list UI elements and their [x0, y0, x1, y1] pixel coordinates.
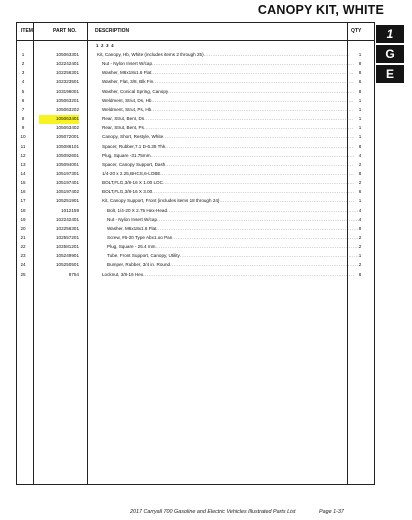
- table-row: [17, 271, 374, 280]
- quantity: 2: [358, 235, 362, 240]
- description: Washer, Conical Spring, Canopy .....: [97, 88, 354, 97]
- table-row: [17, 261, 374, 270]
- description: Weldment, Strut, Ds, Hb .....: [97, 97, 354, 106]
- part-number: 102242401: [56, 61, 79, 67]
- column-header-description: DESCRIPTION: [95, 28, 130, 34]
- table-row: [17, 216, 374, 225]
- quantity: 4: [358, 216, 362, 222]
- part-number: 102256301: [56, 225, 79, 231]
- quantity: 8: [358, 170, 362, 176]
- parts-table: [16, 22, 375, 485]
- part-number: 102242401: [56, 216, 79, 222]
- description: BOLT,FLG,3/8-16 X 3.00 .....: [97, 188, 354, 197]
- column-header-qty: QTY: [351, 28, 362, 34]
- description: Spacer, Canopy Support, Dash .....: [97, 161, 354, 170]
- part-number: 8754: [68, 271, 79, 277]
- table-row: [17, 124, 374, 133]
- item-number: 8: [21, 116, 25, 122]
- part-number: 105197402: [56, 189, 79, 195]
- item-number: 22: [20, 244, 26, 250]
- part-number: 105063401: [39, 115, 79, 124]
- quantity: 6: [358, 189, 362, 195]
- description: Spacer, Rubber,7.1 D-6.35 Thk .....: [97, 143, 354, 152]
- section-tab[interactable]: 1: [376, 25, 404, 43]
- description: Tube, Front Support, Canopy, Utility .....: [97, 252, 359, 261]
- description: Rear, Strut, Bent, Ds .....: [97, 115, 354, 124]
- table-row: [17, 78, 374, 87]
- quantity: 1: [358, 198, 362, 204]
- table-row: [17, 60, 374, 69]
- description: Nut - Nylon Insert W/cap .....: [97, 216, 359, 225]
- table-row: [17, 234, 374, 243]
- part-number: 105092601: [56, 152, 79, 158]
- item-number: 18: [20, 207, 26, 213]
- item-number: 4: [21, 79, 25, 85]
- description: Weldment, Strut, Ps, Hb .....: [97, 106, 354, 115]
- table-row: [17, 133, 374, 142]
- description: 1/4-20 x 2.25,BHCS,6-LOBE .....: [97, 170, 354, 179]
- item-number: 9: [21, 125, 25, 131]
- column-header-item: ITEM: [21, 28, 33, 34]
- description: Washer, Flat, 3/8, Blk Fin .....: [97, 78, 354, 87]
- item-number: 13: [20, 161, 26, 167]
- item-number: 1: [21, 52, 25, 57]
- item-number: 23: [20, 253, 26, 259]
- description: Washer, M6x18x1.6 Flat .....: [97, 225, 359, 234]
- part-number: 105063201: [56, 97, 79, 103]
- table-row: [17, 51, 374, 60]
- quantity: 8: [358, 225, 362, 231]
- table-row: [17, 252, 374, 261]
- item-number: 11: [20, 143, 26, 149]
- quantity: 1: [358, 97, 362, 103]
- table-row: [17, 170, 374, 179]
- part-number: 105063202: [56, 106, 79, 112]
- item-number: 2: [21, 61, 25, 67]
- column-header-part-no: PART NO.: [53, 28, 77, 34]
- quantity: 6: [358, 271, 362, 277]
- table-row: [17, 69, 374, 78]
- part-number: 105197301: [56, 170, 79, 176]
- quantity: 8: [358, 70, 362, 76]
- table-row: [17, 115, 374, 124]
- part-number: 102557201: [56, 235, 79, 240]
- part-number: 105072001: [56, 134, 79, 140]
- quantity: 4: [358, 152, 362, 158]
- item-number: 10: [20, 134, 26, 140]
- quantity: 1: [358, 134, 362, 140]
- quantity: 2: [358, 161, 362, 167]
- indent-level-markers: 1 2 3 4: [96, 43, 115, 48]
- part-number: 105249901: [56, 253, 79, 259]
- item-number: 3: [21, 70, 25, 76]
- page-title: CANOPY KIT, WHITE: [257, 3, 384, 17]
- page-number: Page 1-37: [319, 509, 344, 515]
- part-number: 105086101: [56, 143, 79, 149]
- description: Kit, Canopy, Hb, White (includes items 2 through 25) .....: [97, 51, 349, 60]
- part-number: 102581201: [56, 244, 79, 250]
- quantity: 1: [358, 125, 362, 131]
- quantity: 2: [358, 262, 362, 268]
- table-row: [17, 179, 374, 188]
- part-number: 105063301: [56, 52, 79, 57]
- item-number: 21: [20, 235, 26, 240]
- description: Bumper, Rubber, 3/4 in. Round .....: [97, 261, 359, 270]
- part-number: 105094001: [56, 161, 79, 167]
- item-number: 25: [20, 271, 26, 277]
- part-number: 103196001: [56, 88, 79, 94]
- part-number: 1012159: [61, 207, 79, 213]
- description: Kit, Canopy Support, Front (includes items 18 through 24) .....: [97, 197, 354, 206]
- description: Nut - Nylon Insert W/cap .....: [97, 60, 354, 69]
- table-row: [17, 161, 374, 170]
- quantity: 2: [358, 180, 362, 186]
- item-number: 6: [21, 97, 25, 103]
- table-row: [17, 207, 374, 216]
- section-tabs: [376, 25, 404, 85]
- quantity: 2: [358, 244, 362, 250]
- table-row: [17, 188, 374, 197]
- description: Washer, M6x18x1.6 Flat .....: [97, 69, 354, 78]
- item-number: 19: [20, 216, 26, 222]
- description: Plug, Square -31.75mm .....: [97, 152, 354, 161]
- section-tab[interactable]: G: [376, 45, 404, 63]
- table-row: [17, 152, 374, 161]
- part-number: 105251901: [56, 198, 79, 204]
- part-number: 105250501: [56, 262, 79, 268]
- item-number: 16: [20, 189, 26, 195]
- part-number: 105197401: [56, 180, 79, 186]
- description: BOLT,FLG,3/8-16 X 1.00 LOC .....: [97, 179, 354, 188]
- page-footer: [130, 509, 344, 515]
- table-row: [17, 88, 374, 97]
- quantity: 4: [358, 207, 362, 213]
- table-row: [17, 97, 374, 106]
- quantity: 8: [358, 88, 362, 94]
- quantity: 8: [358, 143, 362, 149]
- description: Screw, #6-20 Type Abx1.oo Pan .....: [97, 234, 359, 243]
- item-number: 5: [21, 88, 25, 94]
- table-row: [17, 243, 374, 252]
- quantity: 1: [358, 116, 362, 122]
- description: Bolt, 1/4-20 X 2.75 Hex-Head .....: [97, 207, 359, 216]
- item-number: 14: [20, 170, 26, 176]
- item-number: 7: [21, 106, 25, 112]
- table-row: [17, 106, 374, 115]
- description: Locknut, 3/8-16 Hex .....: [97, 271, 354, 280]
- item-number: 12: [20, 152, 26, 158]
- quantity: 1: [358, 253, 362, 259]
- section-tab[interactable]: E: [376, 65, 404, 83]
- item-number: 24: [20, 262, 26, 268]
- quantity: 1: [358, 52, 362, 57]
- quantity: 8: [358, 61, 362, 67]
- part-number: 105063402: [56, 125, 79, 131]
- item-number: 17: [20, 198, 26, 204]
- footer-text: 2017 Carryall 700 Gasoline and Electric Vehicles Illustrated Parts List: [130, 509, 296, 515]
- part-number: 102323501: [56, 79, 79, 85]
- quantity: 6: [358, 79, 362, 85]
- description: Canopy, Short, Restyle, White .....: [97, 133, 354, 142]
- item-number: 20: [20, 225, 26, 231]
- quantity: 1: [358, 106, 362, 112]
- description: Rear, Strut, Bent, Ps .....: [97, 124, 354, 133]
- table-row: [17, 225, 374, 234]
- description: Plug, Square - 25.4 mm .....: [97, 243, 359, 252]
- table-row: [17, 197, 374, 206]
- table-header: [17, 22, 374, 41]
- item-number: 15: [20, 180, 26, 186]
- table-row: [17, 143, 374, 152]
- part-number: 102256301: [56, 70, 79, 76]
